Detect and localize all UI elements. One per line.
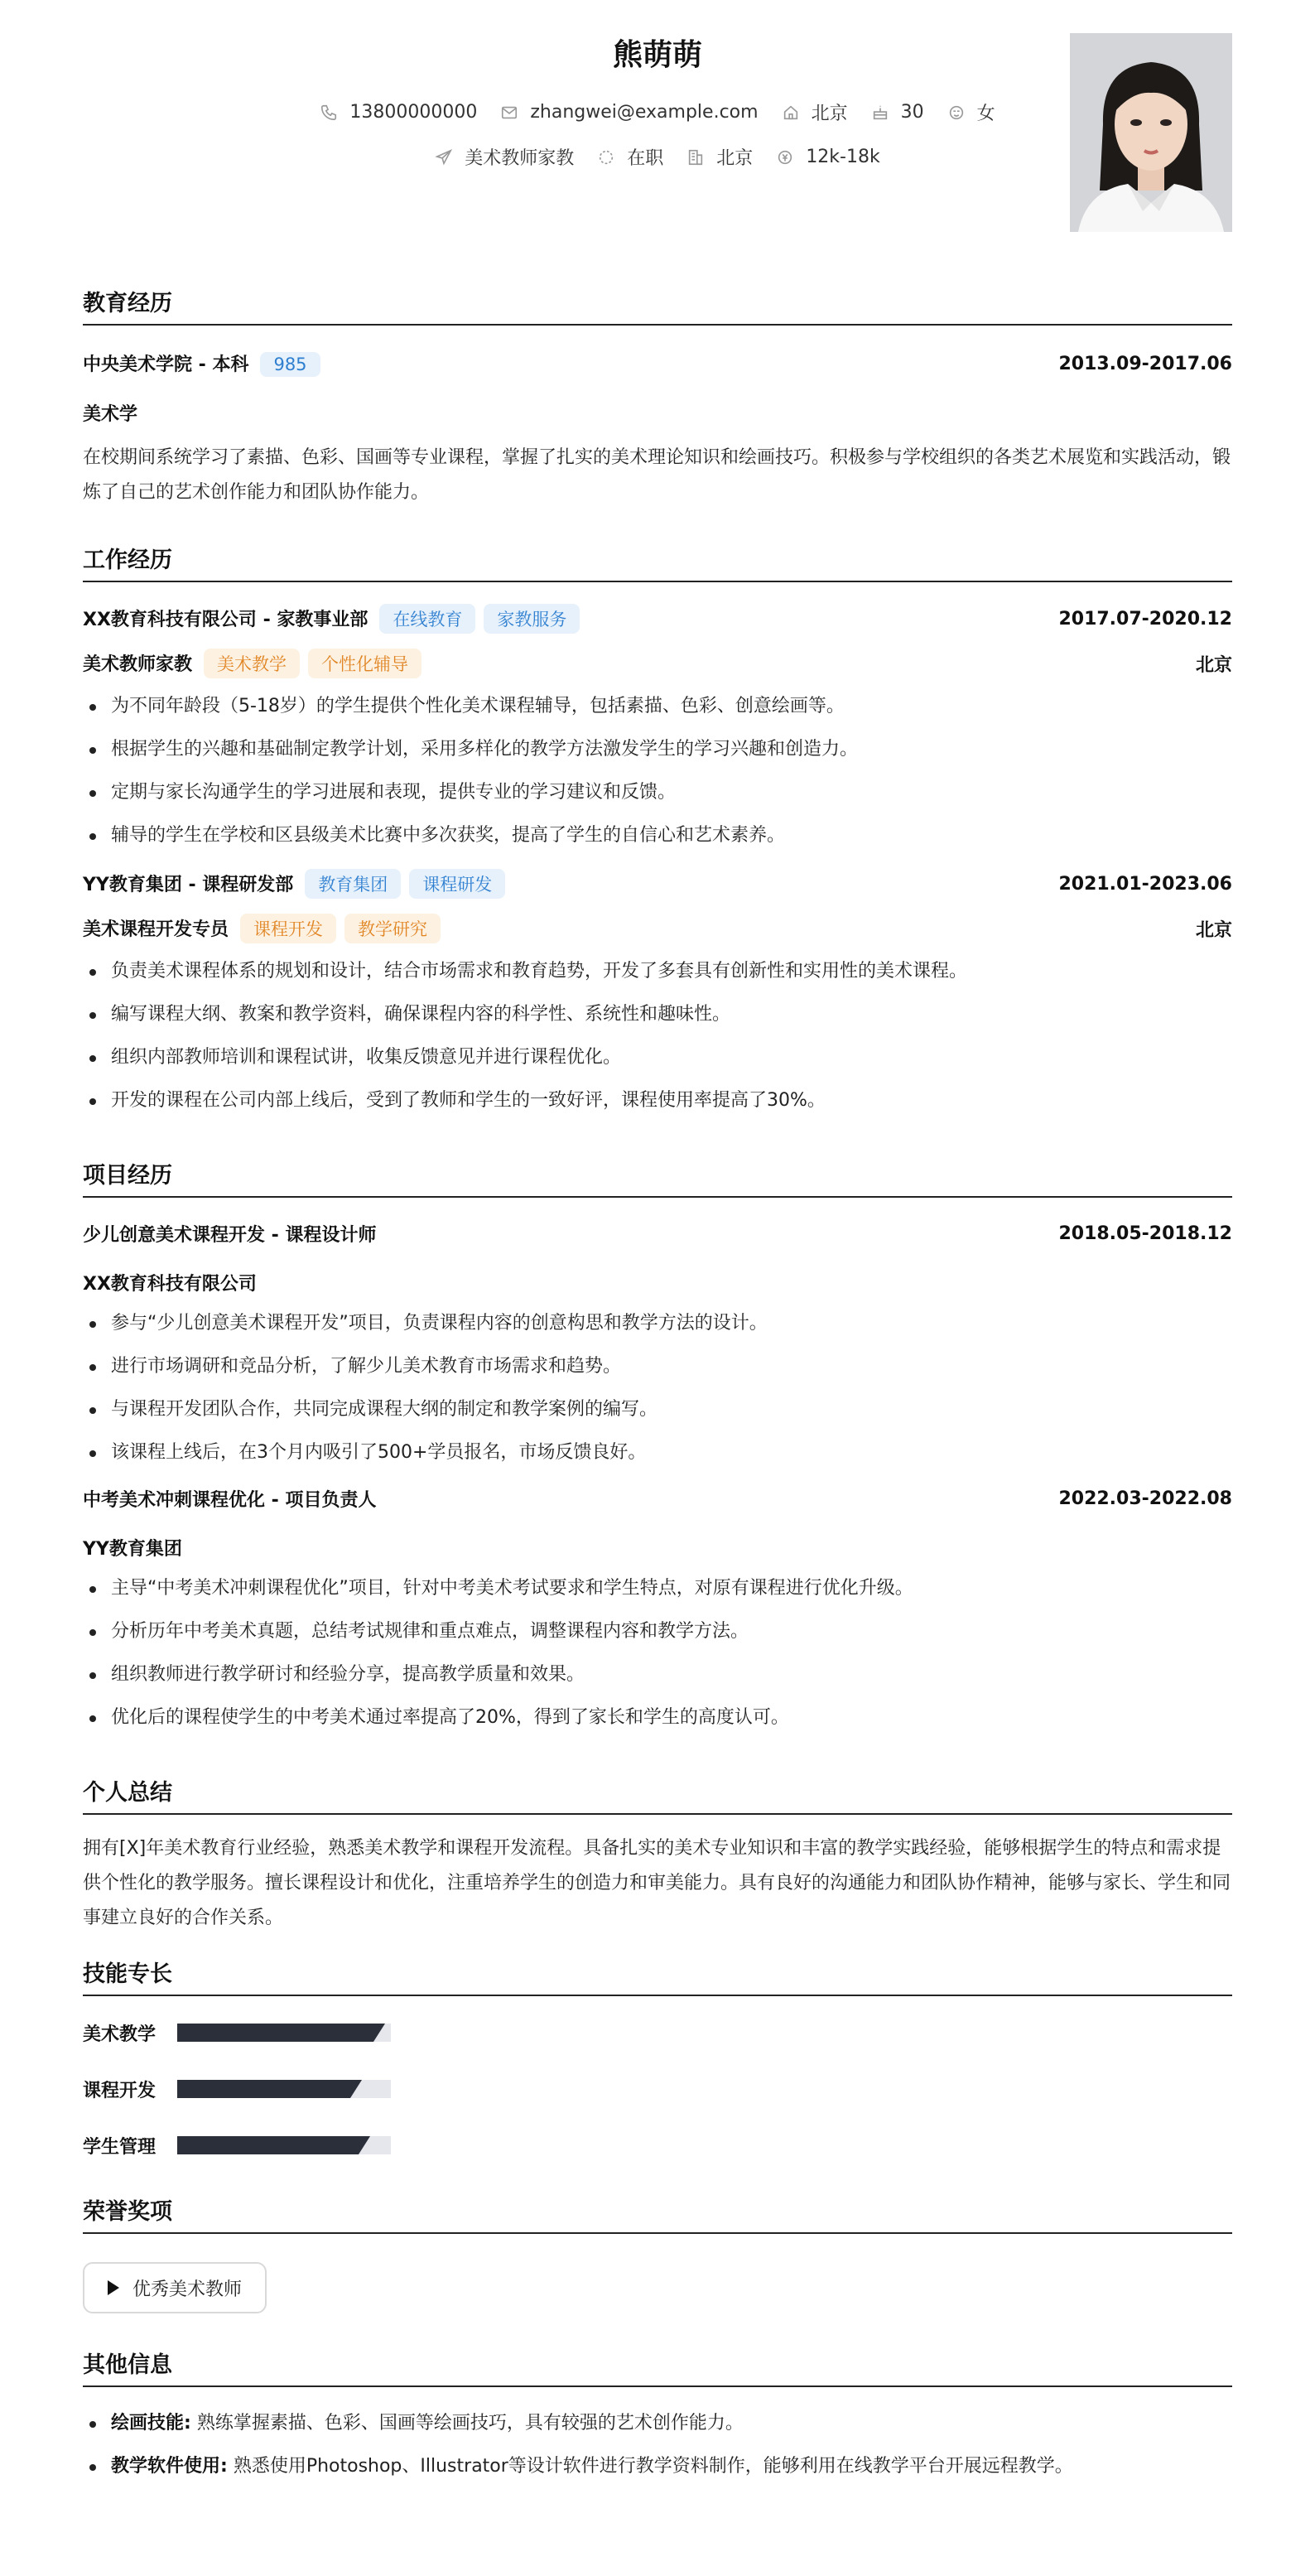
contact-row: [83, 99, 1232, 125]
list-item: 优化后的课程使学生的中考美术通过率提高了20%，得到了家长和学生的高度认可。: [83, 1696, 1232, 1739]
education-school-line: [83, 350, 320, 377]
work-company: YY教育集团 - 课程研发部: [83, 875, 294, 895]
email-text: zhangwei@example.com: [530, 102, 759, 123]
status-icon: [597, 148, 615, 166]
work-company: XX教育科技有限公司 - 家教事业部: [83, 610, 368, 630]
education-major: 美术学: [83, 404, 138, 425]
summary-text: 拥有[X]年美术教育行业经验，熟悉美术教学和课程开发流程。具备扎实的美术专业知识和丰富的教学实践经验，能够根据学生的特点和需求提供个性化的教学服务。擅长课程设计和优化，注重培养学生的创造力和审美能力。具有良好的沟通能力和团队协作精神，能够与家长、学生和同事建立良好的合作关系。: [83, 1838, 1231, 1928]
list-item: 开发的课程在公司内部上线后，受到了教师和学生的一致好评，课程使用率提高了30%。: [83, 1079, 1232, 1122]
project-entry: [83, 1221, 1232, 1474]
work-role: 美术教师家教: [83, 654, 193, 675]
summary-title: 个人总结: [83, 1774, 1232, 1815]
mail-icon: [500, 104, 518, 122]
work-role-tag: 个性化辅导: [308, 649, 421, 678]
project-org: XX教育科技有限公司: [83, 1274, 257, 1295]
other-label: 绘画技能:: [111, 2413, 191, 2434]
other-section: [83, 2347, 1232, 2488]
skill-name: 课程开发: [83, 2080, 157, 2101]
work-company-tag: 教育集团: [305, 869, 401, 899]
building-icon: [686, 148, 705, 166]
skill-bar-fill: [177, 2024, 373, 2042]
education-period: 2013.09-2017.06: [1058, 353, 1232, 374]
status-text: 在职: [627, 148, 664, 169]
work-role-line: [83, 649, 421, 678]
salary-item: [776, 144, 879, 170]
honor-badge: [83, 2262, 267, 2313]
city-item: [782, 99, 848, 125]
project-title-row: [83, 1486, 1232, 1512]
phone-item: [320, 99, 477, 125]
gender-item: [947, 99, 995, 125]
list-item: 编写课程大纲、教案和教学资料，确保课程内容的科学性、系统性和趣味性。: [83, 993, 1232, 1036]
salary-text: 12k-18k: [806, 147, 880, 167]
work-entry: [83, 604, 1232, 857]
resume-header: [83, 0, 1232, 248]
list-item: 主导“中考美术冲刺课程优化”项目，针对中考美术考试要求和学生特点，对原有课程进行优化升级。: [83, 1567, 1232, 1610]
gender-icon: [947, 104, 966, 122]
phone-icon: [320, 104, 338, 122]
skill-item: [83, 2117, 672, 2173]
work-period: 2017.07-2020.12: [1058, 608, 1232, 630]
other-title: 其他信息: [83, 2347, 1232, 2387]
skill-bar: [177, 2136, 391, 2154]
skill-item: [83, 2061, 672, 2117]
gender-text: 女: [976, 104, 995, 124]
work-section: [83, 542, 1232, 1122]
job-text: 美术教师家教: [465, 148, 575, 169]
list-item: 组织内部教师培训和课程试讲，收集反馈意见并进行课程优化。: [83, 1036, 1232, 1079]
education-header-row: [83, 350, 1232, 377]
list-item: 为不同年龄段（5-18岁）的学生提供个性化美术课程辅导，包括素描、色彩、创意绘画等。: [83, 685, 1232, 728]
list-item: 参与“少儿创意美术课程开发”项目，负责课程内容的创意构思和教学方法的设计。: [83, 1302, 1232, 1345]
projects-section: [83, 1157, 1232, 1739]
work-company-tag: 家教服务: [484, 604, 580, 634]
education-desc: 在校期间系统学习了素描、色彩、国画等专业课程，掌握了扎实的美术理论知识和绘画技巧。积极参与学校组织的各类艺术展览和实践活动，锻炼了自己的艺术创作能力和团队协作能力。: [83, 447, 1231, 503]
honors-section: [83, 2193, 1232, 2313]
project-org: YY教育集团: [83, 1539, 182, 1560]
profile-photo: [1070, 33, 1232, 232]
age-item: [871, 99, 924, 125]
cake-icon: [871, 104, 889, 122]
candidate-name: 熊萌萌: [612, 38, 702, 72]
work-company-tag: 课程研发: [409, 869, 505, 899]
other-text: 熟悉使用Photoshop、Illustrator等设计软件进行教学资料制作，能够利用在线教学平台开展远程教学。: [233, 2456, 1073, 2477]
other-text: 熟练掌握素描、色彩、国画等绘画技巧，具有较强的艺术创作能力。: [196, 2413, 744, 2434]
list-item: 该课程上线后，在3个月内吸引了500+学员报名，市场反馈良好。: [83, 1431, 1232, 1474]
skill-bar-fill: [177, 2136, 359, 2154]
list-item: 负责美术课程体系的规划和设计，结合市场需求和教育趋势，开发了多套具有创新性和实用性的美术课程。: [83, 950, 1232, 993]
money-icon: [776, 148, 794, 166]
project-title: 少儿创意美术课程开发 - 课程设计师: [83, 1225, 377, 1246]
skills-title: 技能专长: [83, 1956, 1232, 1996]
target-city-item: [686, 144, 753, 170]
work-role: 美术课程开发专员: [83, 919, 229, 940]
list-item: 辅导的学生在学校和区县级美术比赛中多次获奖，提高了学生的自信心和艺术素养。: [83, 814, 1232, 857]
phone-text: 13800000000: [349, 102, 478, 123]
list-item: [83, 2445, 1232, 2488]
work-role-row: [83, 914, 1232, 943]
work-location: 北京: [1195, 919, 1232, 941]
skill-bar-fill: [177, 2080, 350, 2098]
work-title: 工作经历: [83, 542, 1232, 582]
list-item: [83, 2402, 1232, 2445]
work-company-line: [83, 869, 505, 899]
work-role-tag: 课程开发: [240, 914, 336, 943]
list-item: 定期与家长沟通学生的学习进展和表现，提供专业的学习建议和反馈。: [83, 771, 1232, 814]
skills-section: [83, 1956, 1232, 2173]
education-tag: 985: [260, 352, 320, 377]
work-company-tag: 在线教育: [379, 604, 475, 634]
honors-list: [83, 2262, 1232, 2313]
other-label: 教学软件使用:: [111, 2456, 228, 2477]
work-location: 北京: [1195, 654, 1232, 676]
work-company-line: [83, 604, 580, 634]
project-period: 2018.05-2018.12: [1058, 1223, 1232, 1244]
skill-bar: [177, 2080, 391, 2098]
project-bullets: [83, 1302, 1232, 1474]
list-item: 组织教师进行教学研讨和经验分享，提高教学质量和效果。: [83, 1653, 1232, 1696]
project-bullets: [83, 1567, 1232, 1739]
project-title: 中考美术冲刺课程优化 - 项目负责人: [83, 1490, 377, 1511]
intent-row: [83, 144, 1232, 170]
age-text: 30: [900, 102, 924, 123]
email-item: [500, 99, 758, 125]
work-role-tag: 美术教学: [204, 649, 300, 678]
skill-item: [83, 2004, 672, 2061]
other-list: [83, 2402, 1232, 2488]
summary-section: [83, 1774, 1232, 1936]
list-item: 分析历年中考美术真题，总结考试规律和重点难点，调整课程内容和教学方法。: [83, 1610, 1232, 1653]
play-icon: [108, 2280, 119, 2295]
honors-title: 荣誉奖项: [83, 2193, 1232, 2234]
project-period: 2022.03-2022.08: [1058, 1488, 1232, 1509]
job-item: [435, 144, 574, 170]
send-icon: [435, 148, 453, 166]
projects-title: 项目经历: [83, 1157, 1232, 1198]
list-item: 与课程开发团队合作，共同完成课程大纲的制定和教学案例的编写。: [83, 1388, 1232, 1431]
work-bullets: [83, 950, 1232, 1122]
work-role-tag: 教学研究: [344, 914, 441, 943]
skill-bar: [177, 2024, 391, 2042]
work-company-row: [83, 604, 1232, 634]
work-role-row: [83, 649, 1232, 678]
skill-name: 学生管理: [83, 2136, 157, 2158]
work-company-row: [83, 869, 1232, 899]
skill-name: 美术教学: [83, 2024, 157, 2045]
work-entry: [83, 869, 1232, 1122]
status-item: [597, 144, 663, 170]
home-icon: [782, 104, 800, 122]
target-city-text: 北京: [716, 148, 754, 169]
work-role-line: [83, 914, 441, 943]
education-section: [83, 285, 1232, 510]
city-text: 北京: [811, 104, 848, 124]
work-bullets: [83, 685, 1232, 857]
honor-label: 优秀美术教师: [132, 2279, 243, 2300]
project-entry: [83, 1486, 1232, 1739]
project-title-row: [83, 1221, 1232, 1247]
education-title: 教育经历: [83, 285, 1232, 326]
work-period: 2021.01-2023.06: [1058, 873, 1232, 895]
list-item: 进行市场调研和竞品分析，了解少儿美术教育市场需求和趋势。: [83, 1345, 1232, 1388]
list-item: 根据学生的兴趣和基础制定教学计划，采用多样化的教学方法激发学生的学习兴趣和创造力。: [83, 728, 1232, 771]
education-school: 中央美术学院 - 本科: [83, 355, 249, 375]
skills-list: [83, 2004, 1232, 2173]
